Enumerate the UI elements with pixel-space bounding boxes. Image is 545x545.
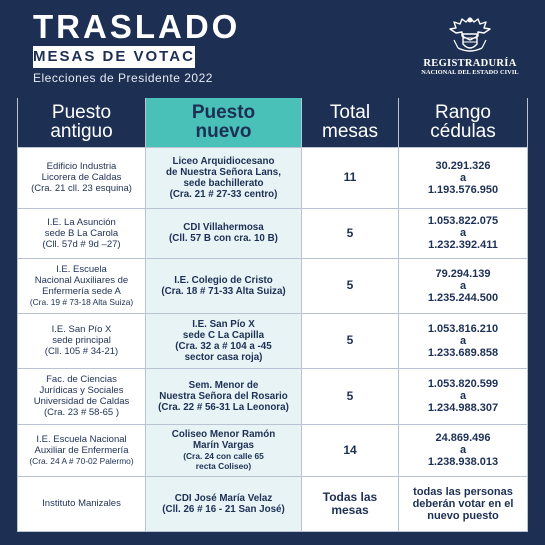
total-tables-cell: 11 xyxy=(302,147,399,208)
old-site-cell: I.E. Escuela Nacional Auxiliares de Enfermería sede A (Cra. 19 # 73-18 Alta Suiza) xyxy=(18,258,146,313)
table-header-row xyxy=(18,98,528,147)
new-site-cell: CDI Villahermosa (Cll. 57 B con cra. 10 B) xyxy=(146,208,302,258)
total-tables-cell: 14 xyxy=(302,424,399,476)
old-site-cell: I.E. Escuela Nacional Auxiliar de Enfermería (Cra. 24 A # 70-02 Palermo) xyxy=(18,424,146,476)
new-site-cell: Sem. Menor de Nuestra Señora del Rosario (Cra. 22 # 56-31 La Leonora) xyxy=(146,368,302,424)
page-subtitle: MESAS DE VOTACIÓN xyxy=(33,46,195,68)
header-new-site: Puesto nuevo xyxy=(146,98,302,147)
table-row xyxy=(18,258,528,313)
id-range-cell: 1.053.820.599 a 1.234.988.307 xyxy=(399,368,528,424)
old-site-cell: Instituto Manizales xyxy=(18,476,146,531)
total-tables-cell: 5 xyxy=(302,313,399,368)
relocation-table xyxy=(17,98,528,532)
header-total-tables: Total mesas xyxy=(302,98,399,147)
id-range-cell: 1.053.816.210 a 1.233.689.858 xyxy=(399,313,528,368)
new-site-cell: Liceo Arquidiocesano de Nuestra Señora Lans, sede bachillerato (Cra. 21 # 27-33 centro) xyxy=(146,147,302,208)
table-row xyxy=(18,368,528,424)
new-site-cell: CDI José María Velaz (Cll. 26 # 16 - 21 San José) xyxy=(146,476,302,531)
old-site-cell: Edificio Industria Licorera de Caldas (Cra. 21 cll. 23 esquina) xyxy=(18,147,146,208)
registraduria-logo xyxy=(400,14,540,76)
table-row xyxy=(18,313,528,368)
condor-coat-of-arms-icon xyxy=(446,14,494,56)
total-tables-cell: 5 xyxy=(302,368,399,424)
id-range-cell: 1.053.822.075 a 1.232.392.411 xyxy=(399,208,528,258)
new-site-cell: I.E. San Pío X sede C La Capilla (Cra. 32 a # 104 a -45 sector casa roja) xyxy=(146,313,302,368)
old-site-cell: I.E. San Pío X sede principal (Cll. 105 # 34-21) xyxy=(18,313,146,368)
total-tables-cell: 5 xyxy=(302,258,399,313)
id-range-cell: 30.291.326 a 1.193.576.950 xyxy=(399,147,528,208)
table-row xyxy=(18,147,528,208)
election-label: Elecciones de Presidente 2022 xyxy=(33,71,213,85)
table-row xyxy=(18,424,528,476)
total-tables-cell: Todas las mesas xyxy=(302,476,399,531)
page-title: TRASLADO xyxy=(33,8,241,45)
logo-subname: NACIONAL DEL ESTADO CIVIL xyxy=(421,69,519,76)
id-range-cell: todas las personas deberán votar en el nuevo puesto xyxy=(399,476,528,531)
id-range-cell: 79.294.139 a 1.235.244.500 xyxy=(399,258,528,313)
table-row xyxy=(18,476,528,531)
new-site-cell: Coliseo Menor Ramón Marín Vargas (Cra. 24 con calle 65 recta Coliseo) xyxy=(146,424,302,476)
table-row xyxy=(18,208,528,258)
header-old-site: Puesto antiguo xyxy=(18,98,146,147)
new-site-cell: I.E. Colegio de Cristo (Cra. 18 # 71-33 Alta Suiza) xyxy=(146,258,302,313)
old-site-cell: Fac. de Ciencias Jurídicas y Sociales Universidad de Caldas (Cra. 23 # 58-65 ) xyxy=(18,368,146,424)
logo-name: REGISTRADURÍA xyxy=(423,58,517,69)
old-site-cell: I.E. La Asunción sede B La Carola (Cll. 57d # 9d –27) xyxy=(18,208,146,258)
page-header xyxy=(0,0,545,98)
id-range-cell: 24.869.496 a 1.238.938.013 xyxy=(399,424,528,476)
header-id-range: Rango cédulas xyxy=(399,98,528,147)
total-tables-cell: 5 xyxy=(302,208,399,258)
